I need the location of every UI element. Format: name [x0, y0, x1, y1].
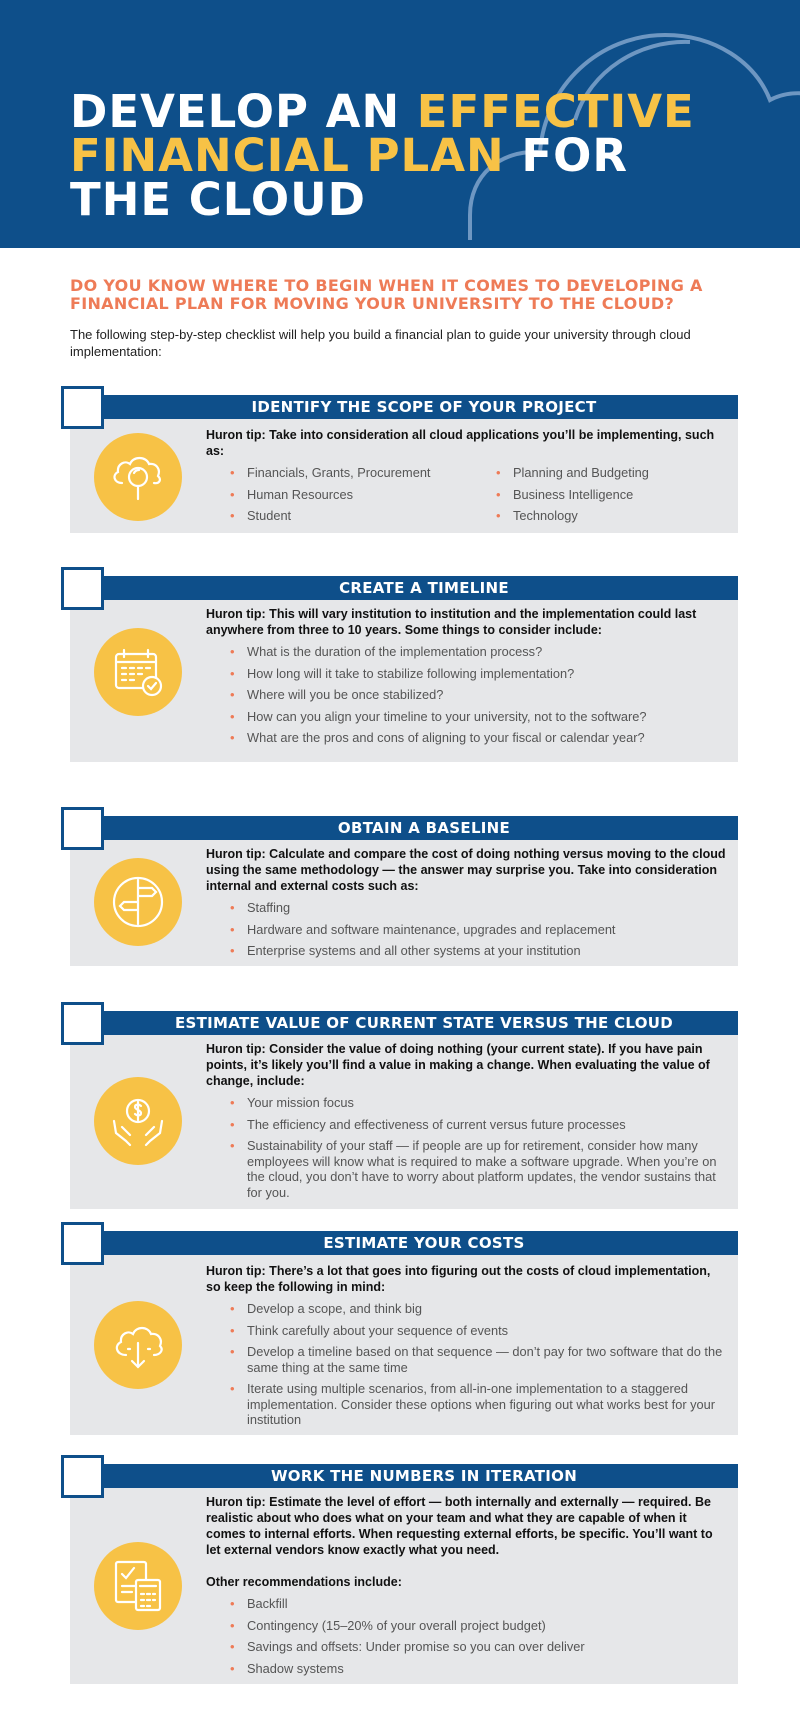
- list-item: • Shadow systems: [230, 1661, 726, 1677]
- section-title: ESTIMATE YOUR COSTS: [70, 1231, 738, 1255]
- section-body: [206, 1041, 726, 1206]
- list-item: • Enterprise systems and all other systems at your institution: [230, 943, 726, 959]
- checkbox[interactable]: [61, 1002, 104, 1045]
- other-recommendations-heading: Other recommendations include:: [206, 1575, 402, 1589]
- section-title: IDENTIFY THE SCOPE OF YOUR PROJECT: [70, 395, 738, 419]
- list-item: • Sustainability of your staff — if people are up for retirement, consider how many employees will know what is required to make a software upgrade. When you’re on the cloud, you don’t have to worry about platform updates, the vendor sustains that for you.: [230, 1138, 726, 1200]
- huron-tip: Huron tip: This will vary institution to institution and the implementation could last anywhere from three to 10 years. Some things to consider include:: [206, 607, 697, 637]
- list-item: • Planning and Budgeting: [496, 465, 736, 481]
- list-item: • Think carefully about your sequence of events: [230, 1323, 726, 1339]
- list-item: • Student: [230, 508, 496, 524]
- list-item: • How long will it take to stabilize following implementation?: [230, 666, 726, 682]
- bullet-list: [206, 1596, 726, 1676]
- section-obtain-baseline: [70, 816, 738, 966]
- bullet-list: [206, 644, 726, 746]
- list-item: • Where will you be once stabilized?: [230, 687, 726, 703]
- intro-question: DO YOU KNOW WHERE TO BEGIN WHEN IT COMES TO DEVELOPING A FINANCIAL PLAN FOR MOVING YOUR UNIVERSITY TO THE CLOUD?: [70, 276, 703, 313]
- checkbox[interactable]: [61, 386, 104, 429]
- list-item: • How can you align your timeline to your university, not to the software?: [230, 709, 726, 725]
- list-item: • Develop a scope, and think big: [230, 1301, 726, 1317]
- checkbox[interactable]: [61, 1222, 104, 1265]
- list-item: • Staffing: [230, 900, 726, 916]
- section-identify-scope: [70, 395, 738, 533]
- section-title: ESTIMATE VALUE OF CURRENT STATE VERSUS THE CLOUD: [70, 1011, 738, 1035]
- section-body: [206, 427, 726, 530]
- huron-tip: Huron tip: Take into consideration all cloud applications you’ll be implementing, such as:: [206, 428, 715, 458]
- list-item: • Iterate using multiple scenarios, from all-in-one implementation to a staggered implementation. Consider these options when figuring out what works best for your institution: [230, 1381, 726, 1428]
- page-title: DEVELOP AN EFFECTIVE FINANCIAL PLAN FOR THE CLOUD: [70, 85, 695, 226]
- huron-tip: Huron tip: There’s a lot that goes into figuring out the costs of cloud implementation, so keep the following in mind:: [206, 1264, 711, 1294]
- section-create-timeline: [70, 576, 738, 762]
- section-body: [206, 1494, 726, 1682]
- section-title: WORK THE NUMBERS IN ITERATION: [70, 1464, 738, 1488]
- checkbox[interactable]: [61, 807, 104, 850]
- section-work-numbers: [70, 1464, 738, 1684]
- list-item: • Savings and offsets: Under promise so you can over deliver: [230, 1639, 726, 1655]
- checkbox[interactable]: [61, 1455, 104, 1498]
- list-item: • Business Intelligence: [496, 487, 736, 503]
- huron-tip: Huron tip: Consider the value of doing nothing (your current state). If you have pain points, it’s likely you’ll find a value in making a change. When evaluating the value of change, include:: [206, 1042, 710, 1088]
- list-item: • The efficiency and effectiveness of current versus future processes: [230, 1117, 726, 1133]
- signpost-icon: [94, 858, 182, 946]
- bullet-list: [206, 465, 726, 530]
- intro-text: The following step-by-step checklist will help you build a financial plan to guide your university through cloud implementation:: [70, 327, 691, 359]
- checkbox[interactable]: [61, 567, 104, 610]
- section-title: CREATE A TIMELINE: [70, 576, 738, 600]
- section-title: OBTAIN A BASELINE: [70, 816, 738, 840]
- calculator-document-icon: [94, 1542, 182, 1630]
- list-item: • Human Resources: [230, 487, 496, 503]
- bullet-list: [206, 1095, 726, 1200]
- cloud-download-icon: [94, 1301, 182, 1389]
- section-estimate-costs: [70, 1231, 738, 1435]
- hands-coin-icon: [94, 1077, 182, 1165]
- section-estimate-value: [70, 1011, 738, 1209]
- huron-tip: Huron tip: Estimate the level of effort — both internally and externally — required. Be realistic about who does what on your team and what they are capable of when it comes to internal efforts. When requesting external efforts, be specific. You’ll want to let external vendors know exactly what you need.: [206, 1495, 713, 1557]
- list-item: • Contingency (15–20% of your overall project budget): [230, 1618, 726, 1634]
- calendar-check-icon: [94, 628, 182, 716]
- list-item: • Develop a timeline based on that sequence — don’t pay for two software that do the same thing at the same time: [230, 1344, 726, 1375]
- bullet-list: [206, 1301, 726, 1428]
- list-item: • Hardware and software maintenance, upgrades and replacement: [230, 922, 726, 938]
- list-item: • Financials, Grants, Procurement: [230, 465, 496, 481]
- list-item: • Technology: [496, 508, 736, 524]
- list-item: • What is the duration of the implementation process?: [230, 644, 726, 660]
- bullet-list: [206, 900, 726, 959]
- list-item: • Backfill: [230, 1596, 726, 1612]
- section-body: [206, 846, 726, 965]
- huron-tip: Huron tip: Calculate and compare the cost of doing nothing versus moving to the cloud using the same methodology — the answer may surprise you. Take into consideration internal and external costs such as:: [206, 847, 726, 893]
- list-item: • Your mission focus: [230, 1095, 726, 1111]
- hero-banner: [0, 0, 800, 248]
- section-body: [206, 1263, 726, 1434]
- list-item: • What are the pros and cons of aligning to your fiscal or calendar year?: [230, 730, 726, 746]
- cloud-magnifier-icon: [94, 433, 182, 521]
- section-body: [206, 606, 726, 752]
